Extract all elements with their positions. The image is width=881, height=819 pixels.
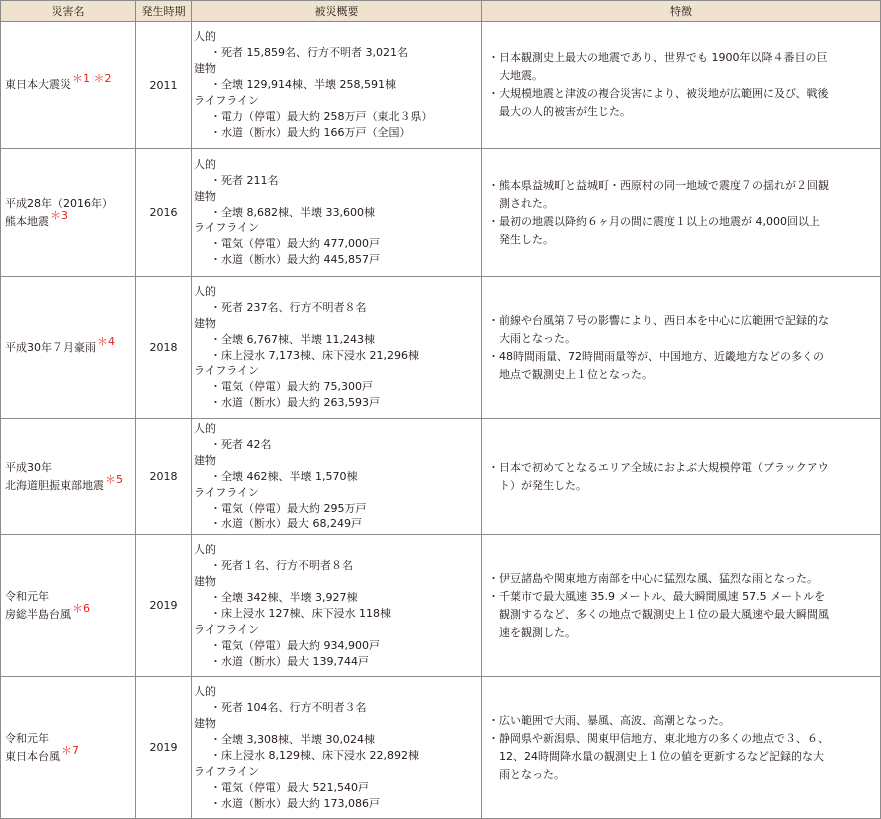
- feature-text: [499, 570, 874, 588]
- table-row: [1, 419, 881, 535]
- occurrence-year-cell: 2019: [136, 677, 192, 819]
- disaster-name-line: [5, 208, 131, 231]
- header-row: [1, 1, 881, 22]
- footnote-mark: ＊7: [61, 743, 79, 757]
- damage-detail: ・死者 42名: [210, 437, 272, 451]
- disaster-name-text: 令和元年: [5, 731, 49, 745]
- header-disaster-name: 災害名: [1, 1, 136, 22]
- feature-text: [499, 177, 874, 213]
- damage-category: ライフライン: [194, 93, 260, 107]
- damage-category: 建物: [194, 575, 216, 589]
- disaster-name-line: [5, 334, 131, 357]
- disaster-name-cell: [1, 677, 136, 819]
- feature-line: 熊本県益城町と益城町・西原村の同一地域で震度７の揺れが２回観: [499, 178, 829, 192]
- disaster-name-cell: [1, 149, 136, 277]
- header-occurrence-period: 発生時期: [136, 1, 192, 22]
- table-row: [1, 535, 881, 677]
- table-row: [1, 22, 881, 149]
- bullet-mark: ・: [488, 571, 499, 585]
- feature-line: 48時間雨量、72時間雨量等が、中国地方、近畿地方などの多くの: [499, 349, 824, 363]
- occurrence-year-cell: 2018: [136, 419, 192, 535]
- feature-line: 静岡県や新潟県、関東甲信地方、東北地方の多くの地点で３、６、: [499, 731, 829, 745]
- feature-bullet: [488, 588, 874, 642]
- damage-detail: ・水道（断水）最大約 445,857戸: [210, 253, 380, 267]
- feature-line: 発生した。: [499, 232, 554, 246]
- damage-detail: ・死者 237名、行方不明者８名: [210, 300, 367, 314]
- damage-detail: ・電気（停電）最大約 295万戸: [210, 501, 367, 515]
- damage-overview-cell: [192, 419, 482, 535]
- damage-category: 人的: [194, 422, 216, 435]
- damage-category: 建物: [194, 62, 216, 76]
- damage-category: 人的: [194, 685, 216, 699]
- feature-bullet: [488, 459, 874, 495]
- disaster-name-line: [5, 195, 131, 213]
- feature-text: [499, 459, 874, 495]
- header-damage-overview: 被災概要: [192, 1, 482, 22]
- damage-detail: ・全壊 129,914棟、半壊 258,591棟: [210, 78, 396, 92]
- features-cell: [482, 535, 881, 677]
- features-cell: [482, 419, 881, 535]
- bullet-mark: ・: [488, 313, 499, 327]
- bullet-mark: ・: [488, 87, 499, 100]
- bullet-mark: ・: [488, 731, 499, 745]
- feature-bullet: [488, 49, 874, 85]
- feature-text: [499, 588, 874, 642]
- damage-overview-cell: [192, 22, 482, 149]
- bullet-mark: ・: [488, 178, 499, 192]
- damage-category: ライフライン: [194, 764, 260, 778]
- feature-bullet: [488, 730, 874, 784]
- damage-overview-cell: [192, 277, 482, 419]
- damage-detail: ・全壊 8,682棟、半壊 33,600棟: [210, 205, 375, 219]
- feature-line: 大規模地震と津波の複合災害により、被災地が広範囲に及び、戦後: [499, 87, 829, 100]
- damage-detail: ・死者 104名、行方不明者３名: [210, 701, 367, 715]
- disaster-name-cell: [1, 277, 136, 419]
- footnote-mark: ＊1 ＊2: [72, 72, 112, 85]
- features-cell: [482, 677, 881, 819]
- feature-line: 地点で観測史上１位となった。: [499, 367, 653, 381]
- feature-text: [499, 712, 874, 730]
- features-cell: [482, 277, 881, 419]
- occurrence-year-cell: 2011: [136, 22, 192, 149]
- disaster-name-text: 令和元年: [5, 589, 49, 603]
- feature-line: 前線や台風第７号の影響により、西日本を中心に広範囲で記録的な: [499, 313, 829, 327]
- footnote-mark: ＊4: [97, 334, 115, 348]
- footnote-mark: ＊5: [105, 472, 123, 486]
- damage-overview-cell: [192, 149, 482, 277]
- feature-line: 最初の地震以降約６ヶ月の間に震度１以上の地震が 4,000回以上: [499, 214, 820, 228]
- damage-detail: ・水道（断水）最大約 263,593戸: [210, 396, 380, 410]
- feature-text: [499, 213, 874, 249]
- damage-category: ライフライン: [194, 364, 260, 378]
- table-row: [1, 149, 881, 277]
- damage-detail: ・電気（停電）最大 521,540戸: [210, 780, 369, 794]
- feature-line: 速を観測した。: [499, 625, 576, 639]
- disaster-name-text: 平成30年: [5, 460, 52, 474]
- damage-detail: ・全壊 462棟、半壊 1,570棟: [210, 469, 358, 483]
- feature-bullet: [488, 177, 874, 213]
- features-cell: [482, 149, 881, 277]
- feature-line: 観測するなど、多くの地点で観測史上１位の最大風速や最大瞬間風: [499, 607, 829, 621]
- disaster-name-cell: [1, 535, 136, 677]
- occurrence-year-cell: 2018: [136, 277, 192, 419]
- feature-bullet: [488, 570, 874, 588]
- damage-category: ライフライン: [194, 221, 260, 235]
- disaster-name-line: [5, 588, 131, 606]
- footnote-mark: ＊3: [50, 208, 68, 222]
- damage-detail: ・全壊 6,767棟、半壊 11,243棟: [210, 332, 375, 346]
- feature-line: 雨となった。: [499, 767, 565, 781]
- feature-text: [499, 730, 874, 784]
- disaster-name-text: 平成30年７月豪雨: [5, 340, 96, 354]
- damage-category: 人的: [194, 543, 216, 557]
- feature-text: [499, 49, 874, 85]
- feature-line: 測された。: [499, 196, 554, 210]
- damage-overview-cell: [192, 535, 482, 677]
- disaster-name-text: 東日本台風: [5, 749, 60, 763]
- disaster-name-text: 東日本大震災: [5, 78, 71, 91]
- disaster-name-line: [5, 72, 131, 94]
- disaster-name-cell: [1, 419, 136, 535]
- damage-detail: ・水道（断水）最大 68,249戸: [210, 517, 362, 531]
- damage-category: ライフライン: [194, 622, 260, 636]
- bullet-mark: ・: [488, 589, 499, 603]
- damage-detail: ・電気（停電）最大約 75,300戸: [210, 380, 373, 394]
- feature-bullet: [488, 348, 874, 384]
- damage-category: 人的: [194, 157, 216, 171]
- feature-bullet: [488, 85, 874, 121]
- damage-category: 建物: [194, 717, 216, 731]
- damage-overview-cell: [192, 677, 482, 819]
- damage-detail: ・水道（断水）最大約 166万戸（全国）: [210, 125, 411, 139]
- header-features: 特徴: [482, 1, 881, 22]
- feature-line: 大地震。: [499, 69, 543, 82]
- feature-line: 日本で初めてとなるエリア全域におよぶ大規模停電（ブラックアウ: [499, 460, 829, 474]
- damage-detail: ・床上浸水 127棟、床下浸水 118棟: [210, 606, 391, 620]
- disaster-name-cell: [1, 22, 136, 149]
- damage-category: 建物: [194, 453, 216, 467]
- damage-detail: ・水道（断水）最大 139,744戸: [210, 654, 369, 668]
- damage-detail: ・電気（停電）最大約 477,000戸: [210, 237, 380, 251]
- feature-line: 伊豆諸島や関東地方南部を中心に猛烈な風、猛烈な雨となった。: [499, 571, 818, 585]
- disaster-name-text: 平成28年（2016年）: [5, 196, 113, 210]
- bullet-mark: ・: [488, 713, 499, 727]
- feature-bullet: [488, 712, 874, 730]
- damage-category: 建物: [194, 316, 216, 330]
- damage-detail: ・電気（停電）最大約 934,900戸: [210, 638, 380, 652]
- table-row: [1, 277, 881, 419]
- disaster-name-text: 房総半島台風: [5, 607, 71, 621]
- footnote-mark: ＊6: [72, 601, 90, 615]
- occurrence-year-cell: 2016: [136, 149, 192, 277]
- disaster-name-line: [5, 743, 131, 766]
- feature-text: [499, 348, 874, 384]
- features-cell: [482, 22, 881, 149]
- table-row: [1, 677, 881, 819]
- feature-line: 最大の人的被害が生じた。: [499, 105, 631, 118]
- damage-detail: ・水道（断水）最大約 173,086戸: [210, 796, 380, 810]
- feature-text: [499, 312, 874, 348]
- damage-detail: ・死者 211名: [210, 173, 279, 187]
- damage-detail: ・床上浸水 7,173棟、床下浸水 21,296棟: [210, 348, 419, 362]
- disaster-name-text: 熊本地震: [5, 214, 49, 228]
- feature-bullet: [488, 213, 874, 249]
- occurrence-year-cell: 2019: [136, 535, 192, 677]
- damage-category: ライフライン: [194, 485, 260, 499]
- feature-line: 千葉市で最大風速 35.9 メートル、最大瞬間風速 57.5 メートルを: [499, 589, 826, 603]
- damage-detail: ・死者 15,859名、行方不明者 3,021名: [210, 46, 408, 60]
- damage-category: 人的: [194, 30, 216, 44]
- damage-detail: ・床上浸水 8,129棟、床下浸水 22,892棟: [210, 748, 419, 762]
- feature-line: 広い範囲で大雨、暴風、高波、高潮となった。: [499, 713, 730, 727]
- table-body: [1, 22, 881, 819]
- damage-category: 人的: [194, 284, 216, 298]
- disaster-name-line: [5, 472, 131, 495]
- feature-line: ト）が発生した。: [499, 478, 587, 492]
- damage-detail: ・電力（停電）最大約 258万戸（東北３県）: [210, 109, 433, 123]
- damage-detail: ・全壊 3,308棟、半壊 30,024棟: [210, 732, 375, 746]
- feature-line: 大雨となった。: [499, 331, 576, 345]
- feature-bullet: [488, 312, 874, 348]
- damage-detail: ・死者１名、行方不明者８名: [210, 559, 353, 573]
- disaster-name-line: [5, 601, 131, 624]
- feature-text: [499, 85, 874, 121]
- disaster-name-text: 北海道胆振東部地震: [5, 478, 104, 492]
- bullet-mark: ・: [488, 51, 499, 64]
- damage-detail: ・全壊 342棟、半壊 3,927棟: [210, 590, 358, 604]
- feature-line: 12、24時間降水量の観測史上１位の値を更新するなど記録的な大: [499, 749, 824, 763]
- feature-line: 日本観測史上最大の地震であり、世界でも 1900年以降４番目の巨: [499, 51, 828, 64]
- damage-category: 建物: [194, 189, 216, 203]
- bullet-mark: ・: [488, 460, 499, 474]
- bullet-mark: ・: [488, 349, 499, 363]
- bullet-mark: ・: [488, 214, 499, 228]
